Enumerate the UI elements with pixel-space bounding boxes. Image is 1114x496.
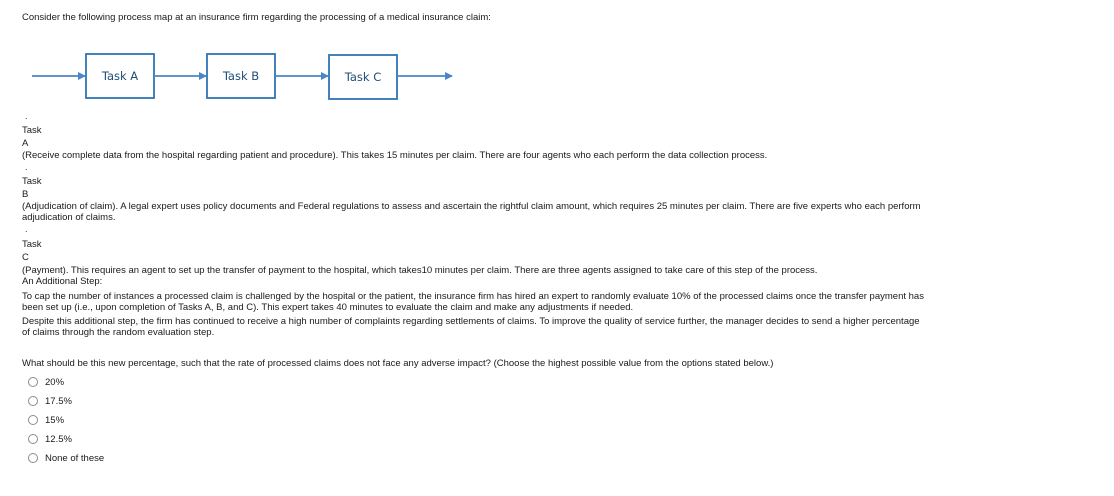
radio-button[interactable] (28, 396, 38, 406)
additional-step-heading: An Additional Step: (22, 276, 103, 287)
bullet-dot: . (25, 162, 28, 172)
option-17-5-percent[interactable] (28, 394, 72, 408)
option-15-percent[interactable] (28, 413, 64, 427)
option-none-of-these[interactable] (28, 451, 104, 465)
option-label: None of these (45, 452, 105, 464)
task-a-letter: A (22, 138, 29, 149)
task-c-letter: C (22, 252, 29, 263)
option-20-percent[interactable] (28, 375, 64, 389)
task-b-description-line1: (Adjudication of claim). A legal expert uses policy documents and Federal regulations to assess and ascertain the rightful claim amount, which requires 25 minutes per claim. There are five experts who each perform (22, 201, 921, 212)
option-label: 12.5% (45, 433, 72, 445)
task-c-label: Task C (344, 70, 382, 84)
task-b-label: Task B (222, 69, 260, 83)
additional-step-line2: been set up (i.e., upon completion of Tasks A, B, and C). This expert takes 40 minutes to evaluate the claim and make any adjustments if needed. (22, 302, 634, 313)
task-b-letter: B (22, 189, 29, 200)
task-c-description: (Payment). This requires an agent to set up the transfer of payment to the hospital, which takes10 minutes per claim. There are three agents assigned to take care of this step of the process. (22, 265, 818, 276)
task-a-label: Task A (101, 69, 139, 83)
bullet-dot: . (25, 224, 28, 234)
task-c-word: Task (22, 239, 42, 250)
additional-step-line3: Despite this additional step, the firm has continued to receive a high number of complaints regarding settlements of claims. To improve the quality of service further, the manager decides to send a higher percentage (22, 316, 920, 327)
radio-button[interactable] (28, 434, 38, 444)
option-label: 15% (45, 414, 65, 426)
radio-button[interactable] (28, 377, 38, 387)
radio-button[interactable] (28, 453, 38, 463)
option-12-5-percent[interactable] (28, 432, 72, 446)
task-b-description-line2: adjudication of claims. (22, 212, 116, 223)
task-a-word: Task (22, 125, 42, 136)
task-a-description: (Receive complete data from the hospital regarding patient and procedure). This takes 15 minutes per claim. There are four agents who each perform the data collection process. (22, 150, 768, 161)
question-text: What should be this new percentage, such that the rate of processed claims does not face any adverse impact? (Choose the highest possible value from the options stated below.) (22, 358, 774, 369)
process-map-diagram (0, 40, 480, 110)
option-label: 17.5% (45, 395, 72, 407)
bullet-dot: . (25, 111, 28, 121)
additional-step-line4: of claims through the random evaluation step. (22, 327, 215, 338)
intro-text: Consider the following process map at an insurance firm regarding the processing of a medical insurance claim: (22, 12, 491, 23)
option-label: 20% (45, 376, 65, 388)
task-b-word: Task (22, 176, 42, 187)
radio-button[interactable] (28, 415, 38, 425)
additional-step-line1: To cap the number of instances a processed claim is challenged by the hospital or the patient, the insurance firm has hired an expert to randomly evaluate 10% of the processed claims once the transfer payment has (22, 291, 924, 302)
